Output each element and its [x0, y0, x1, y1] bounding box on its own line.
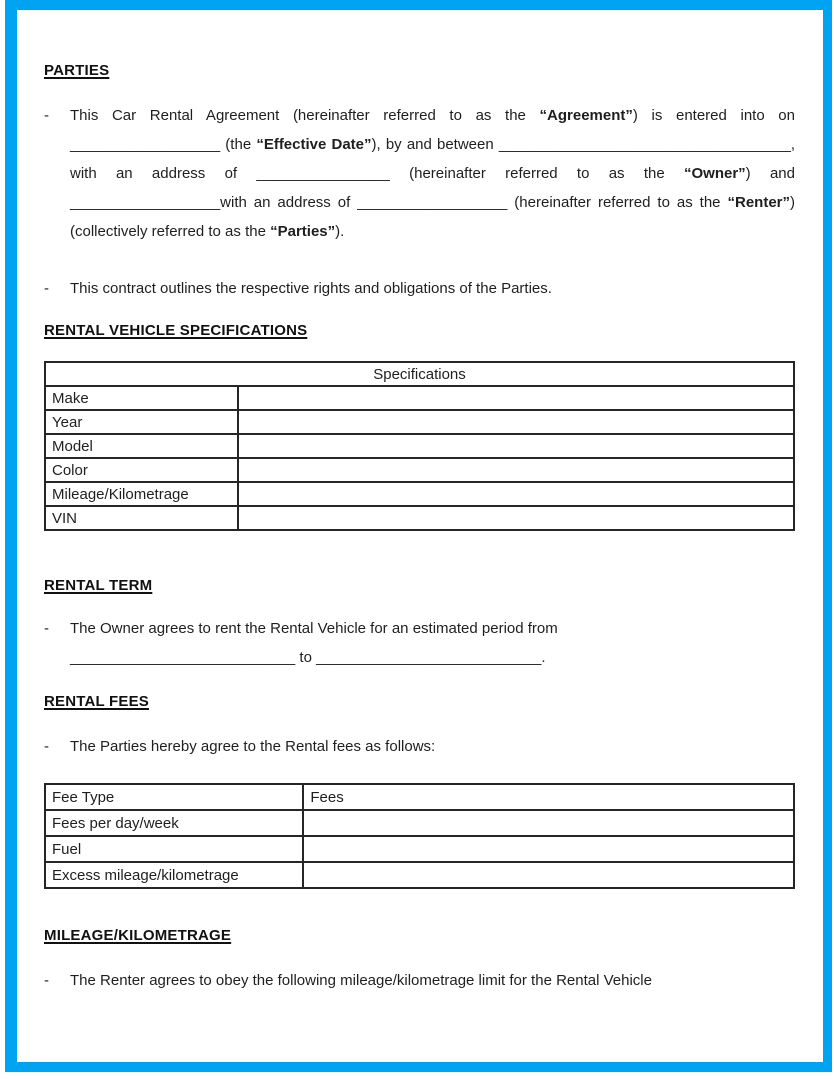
table-cell: Excess mileage/kilometrage [45, 862, 303, 888]
rental-fees-text: The Parties hereby agree to the Rental fees as follows: [70, 738, 436, 755]
section-heading-rental-term: RENTAL TERM [44, 577, 153, 594]
page-border-frame [5, 0, 832, 1072]
parties-intro-paragraph [70, 101, 795, 246]
bullet-dash: - [44, 107, 49, 124]
text-run: ). [335, 223, 345, 240]
table-cell: Fees per day/week [45, 810, 303, 836]
parties-intro-bullet [44, 101, 795, 246]
table-cell: Fuel [45, 836, 303, 862]
table-header-cell: Fee Type [45, 784, 303, 810]
table-header-cell: Specifications [45, 362, 794, 386]
table-cell [303, 836, 794, 862]
text-run: ), by and between ___________________________________, with an address of ________________ (hereinafter referred to as the [70, 136, 796, 182]
document-page [17, 10, 823, 995]
table-row [45, 434, 794, 458]
bullet-dash: - [44, 972, 49, 989]
table-cell [238, 506, 794, 530]
bullet-dash: - [44, 738, 49, 755]
bold-term: “Agreement” [539, 107, 633, 124]
table-cell [238, 434, 794, 458]
bold-term: “Parties” [270, 223, 336, 240]
table-row [45, 458, 794, 482]
rental-fees-bullet [44, 732, 795, 761]
table-row [45, 810, 794, 836]
section-heading-rental-fees: RENTAL FEES [44, 693, 149, 710]
table-header-cell: Fees [303, 784, 794, 810]
table-cell: Make [45, 386, 238, 410]
table-row [45, 482, 794, 506]
bold-term: “Renter” [727, 194, 790, 211]
text-run: ) and __________________with an address of __________________ (hereinafter referred to as the [70, 165, 795, 211]
table-cell: Model [45, 434, 238, 458]
text-run: This Car Rental Agreement (hereinafter referred to as the [70, 107, 540, 124]
section-heading-mileage: MILEAGE/KILOMETRAGE [44, 927, 232, 944]
bullet-dash: - [44, 280, 49, 297]
table-cell: Color [45, 458, 238, 482]
table-row [45, 410, 794, 434]
table-cell [238, 410, 794, 434]
text-line: ___________________________ to ___________________________. [70, 649, 546, 666]
bullet-dash: - [44, 620, 49, 637]
table-cell [238, 386, 794, 410]
table-row [45, 386, 794, 410]
specifications-table [44, 361, 795, 531]
table-cell: Mileage/Kilometrage [45, 482, 238, 506]
table-row [45, 362, 794, 386]
bold-term: “Effective Date” [256, 136, 372, 153]
table-cell [238, 482, 794, 506]
parties-note-bullet [44, 274, 795, 303]
table-row [45, 862, 794, 888]
parties-note-text: This contract outlines the respective rights and obligations of the Parties. [70, 280, 552, 297]
text-line: The Owner agrees to rent the Rental Vehicle for an estimated period from [70, 620, 558, 637]
table-cell [238, 458, 794, 482]
mileage-bullet [44, 966, 795, 995]
rental-term-text [70, 614, 795, 672]
table-cell [303, 862, 794, 888]
table-row [45, 836, 794, 862]
table-cell: VIN [45, 506, 238, 530]
text-run: ) (collectively referred to as the [70, 194, 795, 240]
section-heading-vehicle-specifications: RENTAL VEHICLE SPECIFICATIONS [44, 322, 308, 339]
mileage-text: The Renter agrees to obey the following mileage/kilometrage limit for the Rental Vehicle [70, 972, 652, 989]
text-run: ) is entered into on __________________ (the [70, 107, 795, 153]
rental-term-bullet [44, 614, 795, 672]
table-row [45, 506, 794, 530]
fees-table [44, 783, 795, 889]
table-cell: Year [45, 410, 238, 434]
section-heading-parties: PARTIES [44, 62, 110, 79]
table-row [45, 784, 794, 810]
table-cell [303, 810, 794, 836]
bold-term: “Owner” [683, 165, 746, 182]
